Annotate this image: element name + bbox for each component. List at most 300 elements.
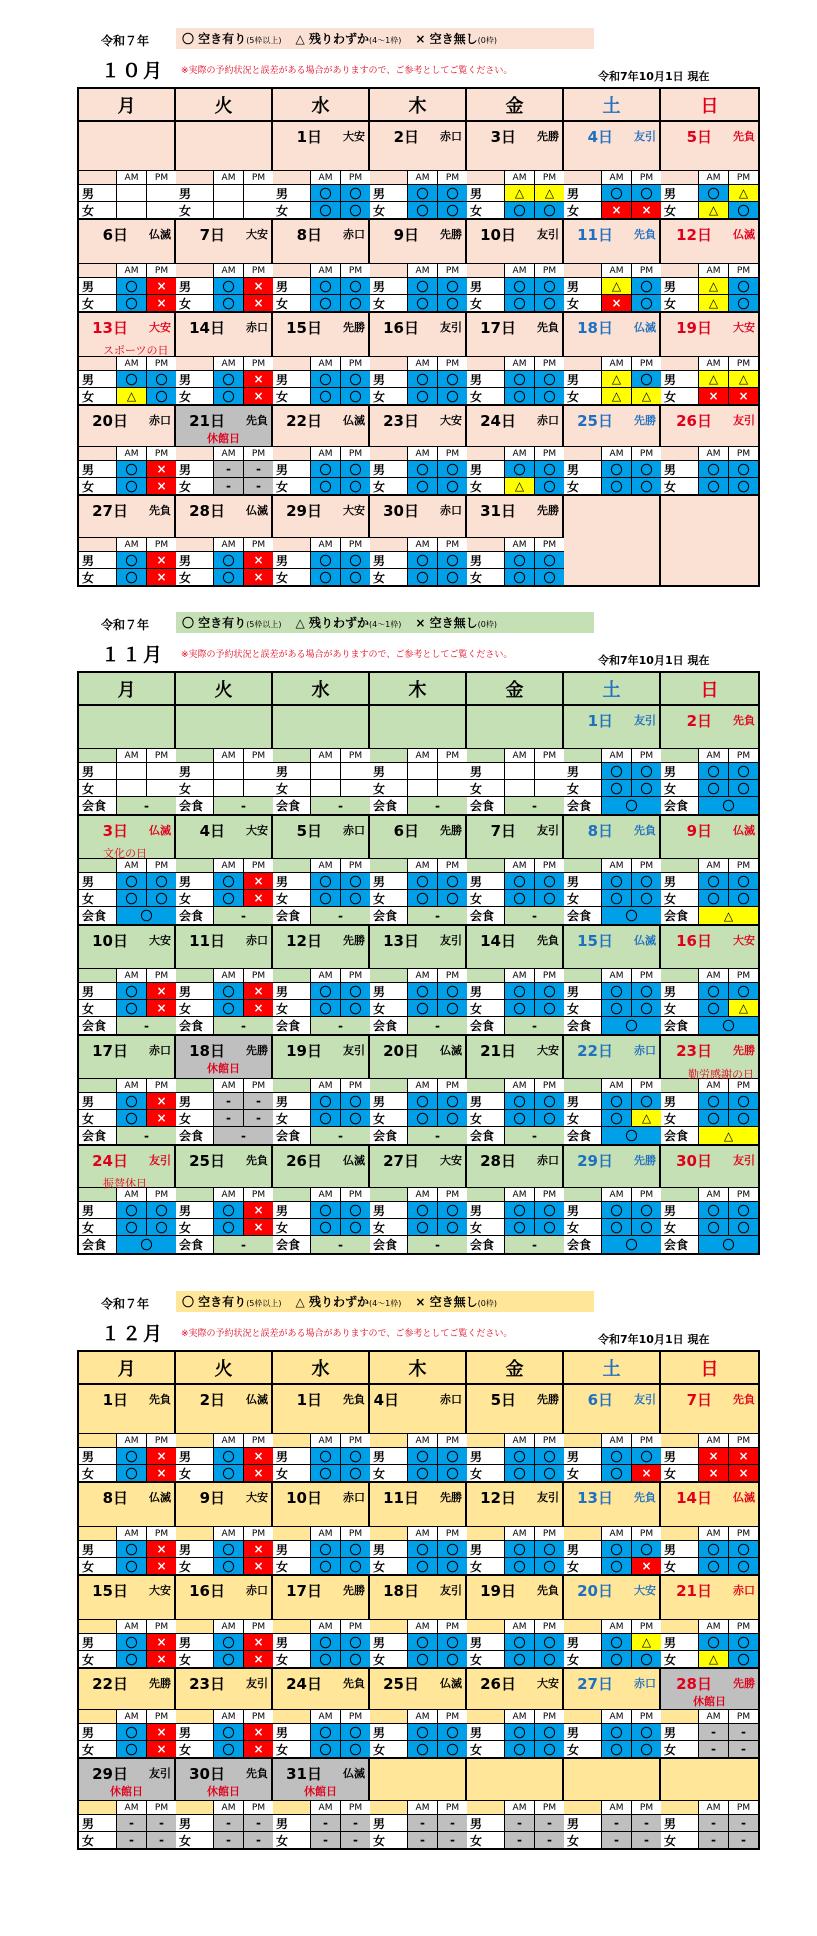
male-pm-slot[interactable]: 〇: [438, 1723, 467, 1740]
male-pm-slot[interactable]: ×: [244, 551, 273, 568]
day-cell[interactable]: [564, 220, 661, 313]
female-am-slot[interactable]: 〇: [214, 387, 244, 404]
female-am-slot[interactable]: 〇: [408, 1557, 438, 1574]
day-cell[interactable]: [661, 220, 758, 313]
female-am-slot[interactable]: 〇: [505, 1740, 535, 1757]
female-pm-slot[interactable]: 〇: [438, 294, 467, 311]
day-cell[interactable]: [176, 926, 273, 1036]
male-am-slot[interactable]: 〇: [408, 872, 438, 889]
female-pm-slot[interactable]: ×: [147, 568, 176, 585]
female-am-slot[interactable]: 〇: [408, 1109, 438, 1126]
male-pm-slot[interactable]: ×: [147, 1447, 176, 1464]
female-am-slot[interactable]: 〇: [505, 999, 535, 1016]
day-cell[interactable]: [370, 313, 467, 406]
day-cell[interactable]: [370, 1576, 467, 1669]
male-pm-slot[interactable]: 〇: [438, 1447, 467, 1464]
female-pm-slot[interactable]: 〇: [729, 779, 758, 796]
female-pm-slot[interactable]: 〇: [438, 477, 467, 494]
male-pm-slot[interactable]: 〇: [632, 762, 661, 779]
male-pm-slot[interactable]: 〇: [632, 872, 661, 889]
female-pm-slot[interactable]: 〇: [341, 477, 370, 494]
day-cell[interactable]: [273, 122, 370, 220]
female-pm-slot[interactable]: 〇: [341, 1557, 370, 1574]
male-am-slot[interactable]: 〇: [505, 1540, 535, 1557]
day-cell[interactable]: [370, 816, 467, 926]
day-cell[interactable]: [564, 816, 661, 926]
day-cell[interactable]: [564, 1669, 661, 1759]
male-am-slot[interactable]: 〇: [699, 982, 729, 999]
female-am-slot[interactable]: 〇: [602, 889, 632, 906]
male-pm-slot[interactable]: 〇: [341, 370, 370, 387]
day-cell[interactable]: [661, 926, 758, 1036]
male-pm-slot[interactable]: 〇: [341, 1447, 370, 1464]
female-am-slot[interactable]: 〇: [408, 1650, 438, 1667]
male-pm-slot[interactable]: 〇: [535, 1633, 564, 1650]
day-cell[interactable]: [661, 1576, 758, 1669]
male-am-slot[interactable]: 〇: [602, 872, 632, 889]
day-cell[interactable]: [273, 816, 370, 926]
male-am-slot[interactable]: 〇: [699, 460, 729, 477]
male-am-slot[interactable]: 〇: [214, 370, 244, 387]
male-pm-slot[interactable]: ×: [244, 370, 273, 387]
male-am-slot[interactable]: 〇: [505, 370, 535, 387]
male-pm-slot[interactable]: 〇: [535, 1723, 564, 1740]
male-pm-slot[interactable]: 〇: [438, 1540, 467, 1557]
male-pm-slot[interactable]: 〇: [438, 1092, 467, 1109]
male-pm-slot[interactable]: 〇: [147, 872, 176, 889]
meal-slot[interactable]: 〇: [699, 797, 758, 814]
day-cell[interactable]: [661, 1146, 758, 1253]
female-am-slot[interactable]: 〇: [699, 1557, 729, 1574]
male-pm-slot[interactable]: 〇: [632, 1540, 661, 1557]
day-cell[interactable]: [564, 122, 661, 220]
male-pm-slot[interactable]: 〇: [535, 982, 564, 999]
female-pm-slot[interactable]: 〇: [535, 889, 564, 906]
female-am-slot[interactable]: 〇: [408, 1218, 438, 1235]
female-pm-slot[interactable]: 〇: [632, 1740, 661, 1757]
female-pm-slot[interactable]: ×: [632, 1557, 661, 1574]
male-pm-slot[interactable]: ×: [244, 872, 273, 889]
male-am-slot[interactable]: 〇: [505, 1723, 535, 1740]
female-pm-slot[interactable]: 〇: [632, 1218, 661, 1235]
day-cell[interactable]: [79, 1385, 176, 1483]
female-pm-slot[interactable]: 〇: [341, 1650, 370, 1667]
day-cell[interactable]: [176, 313, 273, 406]
male-pm-slot[interactable]: 〇: [632, 460, 661, 477]
day-cell[interactable]: [176, 496, 273, 585]
male-pm-slot[interactable]: ×: [147, 1540, 176, 1557]
female-am-slot[interactable]: ×: [602, 294, 632, 311]
female-pm-slot[interactable]: 〇: [341, 999, 370, 1016]
day-cell[interactable]: [467, 1036, 564, 1146]
male-pm-slot[interactable]: 〇: [632, 982, 661, 999]
female-pm-slot[interactable]: 〇: [729, 294, 758, 311]
day-cell[interactable]: [661, 313, 758, 406]
female-pm-slot[interactable]: ×: [244, 889, 273, 906]
male-am-slot[interactable]: 〇: [505, 277, 535, 294]
female-am-slot[interactable]: 〇: [117, 294, 147, 311]
day-cell[interactable]: [176, 1759, 273, 1848]
day-cell[interactable]: [176, 1669, 273, 1759]
day-cell[interactable]: [564, 1036, 661, 1146]
meal-slot[interactable]: 〇: [602, 907, 661, 924]
male-am-slot[interactable]: 〇: [311, 460, 341, 477]
male-pm-slot[interactable]: 〇: [341, 1633, 370, 1650]
female-am-slot[interactable]: 〇: [699, 999, 729, 1016]
male-pm-slot[interactable]: △: [729, 184, 758, 201]
day-cell[interactable]: [79, 406, 176, 496]
male-am-slot[interactable]: △: [602, 370, 632, 387]
female-am-slot[interactable]: 〇: [214, 889, 244, 906]
meal-slot[interactable]: 〇: [602, 1127, 661, 1144]
day-cell[interactable]: [79, 1036, 176, 1146]
male-am-slot[interactable]: 〇: [117, 277, 147, 294]
female-am-slot[interactable]: 〇: [602, 1218, 632, 1235]
male-pm-slot[interactable]: 〇: [438, 551, 467, 568]
day-cell[interactable]: [370, 220, 467, 313]
male-am-slot[interactable]: ×: [699, 1447, 729, 1464]
male-am-slot[interactable]: 〇: [311, 1201, 341, 1218]
male-pm-slot[interactable]: 〇: [438, 460, 467, 477]
male-am-slot[interactable]: 〇: [311, 551, 341, 568]
male-am-slot[interactable]: 〇: [311, 1723, 341, 1740]
female-pm-slot[interactable]: 〇: [147, 1218, 176, 1235]
female-pm-slot[interactable]: ×: [147, 1464, 176, 1481]
male-am-slot[interactable]: 〇: [408, 1201, 438, 1218]
day-cell[interactable]: [467, 926, 564, 1036]
female-am-slot[interactable]: 〇: [505, 1650, 535, 1667]
male-am-slot[interactable]: 〇: [699, 1092, 729, 1109]
meal-slot[interactable]: 〇: [117, 1236, 176, 1253]
female-pm-slot[interactable]: 〇: [535, 1109, 564, 1126]
day-cell[interactable]: [273, 926, 370, 1036]
male-pm-slot[interactable]: 〇: [535, 370, 564, 387]
female-am-slot[interactable]: 〇: [117, 889, 147, 906]
female-pm-slot[interactable]: ×: [244, 387, 273, 404]
female-pm-slot[interactable]: ×: [147, 1740, 176, 1757]
female-pm-slot[interactable]: 〇: [438, 1740, 467, 1757]
female-pm-slot[interactable]: ×: [244, 1650, 273, 1667]
male-am-slot[interactable]: 〇: [699, 762, 729, 779]
male-am-slot[interactable]: 〇: [505, 1633, 535, 1650]
female-pm-slot[interactable]: 〇: [341, 387, 370, 404]
male-am-slot[interactable]: △: [602, 277, 632, 294]
female-am-slot[interactable]: 〇: [214, 1650, 244, 1667]
female-am-slot[interactable]: 〇: [117, 1109, 147, 1126]
female-pm-slot[interactable]: 〇: [438, 1464, 467, 1481]
day-cell[interactable]: [370, 1036, 467, 1146]
female-am-slot[interactable]: 〇: [408, 1464, 438, 1481]
male-pm-slot[interactable]: 〇: [341, 1092, 370, 1109]
male-am-slot[interactable]: 〇: [214, 277, 244, 294]
female-pm-slot[interactable]: 〇: [632, 1650, 661, 1667]
female-am-slot[interactable]: ×: [699, 387, 729, 404]
male-pm-slot[interactable]: 〇: [535, 460, 564, 477]
male-pm-slot[interactable]: 〇: [341, 1540, 370, 1557]
female-pm-slot[interactable]: 〇: [535, 201, 564, 218]
female-am-slot[interactable]: 〇: [408, 568, 438, 585]
male-pm-slot[interactable]: 〇: [341, 982, 370, 999]
male-am-slot[interactable]: 〇: [311, 1092, 341, 1109]
male-am-slot[interactable]: 〇: [602, 1201, 632, 1218]
male-am-slot[interactable]: 〇: [117, 1447, 147, 1464]
meal-slot[interactable]: 〇: [602, 1017, 661, 1034]
female-am-slot[interactable]: 〇: [602, 477, 632, 494]
male-pm-slot[interactable]: ×: [244, 1201, 273, 1218]
male-am-slot[interactable]: 〇: [117, 460, 147, 477]
female-am-slot[interactable]: 〇: [699, 1109, 729, 1126]
day-cell[interactable]: [273, 313, 370, 406]
male-am-slot[interactable]: 〇: [408, 982, 438, 999]
female-am-slot[interactable]: 〇: [602, 1464, 632, 1481]
day-cell[interactable]: [176, 816, 273, 926]
female-am-slot[interactable]: 〇: [117, 1218, 147, 1235]
female-am-slot[interactable]: 〇: [699, 889, 729, 906]
male-pm-slot[interactable]: 〇: [729, 872, 758, 889]
day-cell[interactable]: [176, 220, 273, 313]
day-cell[interactable]: [564, 926, 661, 1036]
male-am-slot[interactable]: 〇: [699, 1633, 729, 1650]
female-pm-slot[interactable]: 〇: [341, 201, 370, 218]
male-pm-slot[interactable]: 〇: [438, 982, 467, 999]
male-am-slot[interactable]: 〇: [214, 1201, 244, 1218]
female-pm-slot[interactable]: 〇: [341, 1740, 370, 1757]
female-am-slot[interactable]: 〇: [214, 568, 244, 585]
male-am-slot[interactable]: 〇: [117, 1540, 147, 1557]
female-am-slot[interactable]: 〇: [311, 1557, 341, 1574]
male-am-slot[interactable]: 〇: [311, 872, 341, 889]
male-pm-slot[interactable]: 〇: [535, 277, 564, 294]
female-pm-slot[interactable]: 〇: [535, 1740, 564, 1757]
female-am-slot[interactable]: 〇: [408, 387, 438, 404]
meal-slot[interactable]: 〇: [699, 1017, 758, 1034]
female-am-slot[interactable]: 〇: [117, 1464, 147, 1481]
male-pm-slot[interactable]: △: [632, 1633, 661, 1650]
male-am-slot[interactable]: 〇: [214, 1723, 244, 1740]
male-am-slot[interactable]: 〇: [117, 1201, 147, 1218]
male-am-slot[interactable]: 〇: [408, 551, 438, 568]
day-cell[interactable]: [661, 1385, 758, 1483]
female-am-slot[interactable]: 〇: [311, 1650, 341, 1667]
female-am-slot[interactable]: △: [699, 201, 729, 218]
female-pm-slot[interactable]: 〇: [438, 889, 467, 906]
male-am-slot[interactable]: 〇: [117, 982, 147, 999]
day-cell[interactable]: [564, 1483, 661, 1576]
male-pm-slot[interactable]: △: [729, 370, 758, 387]
day-cell[interactable]: [79, 816, 176, 926]
male-pm-slot[interactable]: ×: [147, 1633, 176, 1650]
male-am-slot[interactable]: 〇: [311, 277, 341, 294]
male-am-slot[interactable]: 〇: [117, 1092, 147, 1109]
day-cell[interactable]: [564, 1385, 661, 1483]
female-am-slot[interactable]: △: [699, 1650, 729, 1667]
female-am-slot[interactable]: 〇: [408, 999, 438, 1016]
female-am-slot[interactable]: 〇: [311, 294, 341, 311]
male-pm-slot[interactable]: 〇: [147, 1201, 176, 1218]
female-am-slot[interactable]: △: [117, 387, 147, 404]
meal-slot[interactable]: 〇: [699, 1236, 758, 1253]
day-cell[interactable]: [467, 1146, 564, 1253]
male-pm-slot[interactable]: 〇: [438, 370, 467, 387]
male-pm-slot[interactable]: 〇: [438, 1633, 467, 1650]
female-am-slot[interactable]: 〇: [699, 477, 729, 494]
female-pm-slot[interactable]: △: [632, 387, 661, 404]
female-pm-slot[interactable]: 〇: [535, 294, 564, 311]
female-pm-slot[interactable]: 〇: [341, 1218, 370, 1235]
female-am-slot[interactable]: 〇: [505, 889, 535, 906]
male-am-slot[interactable]: 〇: [408, 1092, 438, 1109]
day-cell[interactable]: [370, 926, 467, 1036]
female-am-slot[interactable]: 〇: [602, 1650, 632, 1667]
female-pm-slot[interactable]: 〇: [341, 1464, 370, 1481]
male-pm-slot[interactable]: ×: [147, 982, 176, 999]
day-cell[interactable]: [661, 1483, 758, 1576]
male-pm-slot[interactable]: 〇: [341, 1723, 370, 1740]
day-cell[interactable]: [370, 122, 467, 220]
day-cell[interactable]: [661, 406, 758, 496]
male-pm-slot[interactable]: 〇: [341, 551, 370, 568]
female-am-slot[interactable]: 〇: [214, 1557, 244, 1574]
female-am-slot[interactable]: 〇: [311, 568, 341, 585]
female-pm-slot[interactable]: 〇: [535, 999, 564, 1016]
day-cell[interactable]: [661, 1669, 758, 1759]
female-pm-slot[interactable]: ×: [147, 1557, 176, 1574]
female-pm-slot[interactable]: 〇: [341, 294, 370, 311]
female-pm-slot[interactable]: 〇: [729, 1557, 758, 1574]
female-am-slot[interactable]: 〇: [117, 1650, 147, 1667]
female-pm-slot[interactable]: 〇: [729, 201, 758, 218]
male-am-slot[interactable]: 〇: [117, 370, 147, 387]
female-pm-slot[interactable]: 〇: [729, 1109, 758, 1126]
male-pm-slot[interactable]: 〇: [147, 370, 176, 387]
day-cell[interactable]: [273, 220, 370, 313]
meal-slot[interactable]: △: [699, 1127, 758, 1144]
male-am-slot[interactable]: 〇: [408, 277, 438, 294]
female-pm-slot[interactable]: ×: [147, 1650, 176, 1667]
meal-slot[interactable]: 〇: [602, 797, 661, 814]
male-am-slot[interactable]: 〇: [408, 460, 438, 477]
female-am-slot[interactable]: 〇: [505, 294, 535, 311]
male-am-slot[interactable]: 〇: [699, 1540, 729, 1557]
male-am-slot[interactable]: 〇: [505, 1201, 535, 1218]
female-pm-slot[interactable]: 〇: [729, 1650, 758, 1667]
day-cell[interactable]: [79, 1669, 176, 1759]
day-cell[interactable]: [467, 1483, 564, 1576]
male-am-slot[interactable]: 〇: [699, 872, 729, 889]
female-am-slot[interactable]: 〇: [311, 387, 341, 404]
female-am-slot[interactable]: 〇: [408, 477, 438, 494]
male-am-slot[interactable]: 〇: [214, 1447, 244, 1464]
male-pm-slot[interactable]: ×: [244, 982, 273, 999]
female-pm-slot[interactable]: 〇: [632, 294, 661, 311]
day-cell[interactable]: [467, 816, 564, 926]
male-pm-slot[interactable]: 〇: [535, 872, 564, 889]
male-am-slot[interactable]: 〇: [311, 370, 341, 387]
female-pm-slot[interactable]: ×: [244, 568, 273, 585]
day-cell[interactable]: [564, 1146, 661, 1253]
male-pm-slot[interactable]: 〇: [632, 277, 661, 294]
male-pm-slot[interactable]: ×: [147, 1092, 176, 1109]
day-cell[interactable]: [176, 406, 273, 496]
male-am-slot[interactable]: 〇: [408, 184, 438, 201]
female-pm-slot[interactable]: ×: [244, 1464, 273, 1481]
day-cell[interactable]: [370, 496, 467, 585]
female-pm-slot[interactable]: ×: [147, 477, 176, 494]
male-pm-slot[interactable]: 〇: [341, 460, 370, 477]
male-pm-slot[interactable]: 〇: [438, 277, 467, 294]
male-pm-slot[interactable]: 〇: [341, 1201, 370, 1218]
female-am-slot[interactable]: 〇: [311, 999, 341, 1016]
female-am-slot[interactable]: 〇: [117, 1557, 147, 1574]
day-cell[interactable]: [467, 406, 564, 496]
female-pm-slot[interactable]: 〇: [147, 889, 176, 906]
male-am-slot[interactable]: 〇: [602, 1540, 632, 1557]
male-am-slot[interactable]: 〇: [117, 1723, 147, 1740]
male-pm-slot[interactable]: 〇: [632, 1447, 661, 1464]
male-pm-slot[interactable]: 〇: [729, 1633, 758, 1650]
female-pm-slot[interactable]: 〇: [632, 477, 661, 494]
male-pm-slot[interactable]: ×: [244, 1540, 273, 1557]
female-am-slot[interactable]: ×: [602, 201, 632, 218]
male-am-slot[interactable]: 〇: [214, 982, 244, 999]
female-am-slot[interactable]: 〇: [699, 1218, 729, 1235]
male-am-slot[interactable]: 〇: [602, 982, 632, 999]
day-cell[interactable]: [273, 1146, 370, 1253]
female-am-slot[interactable]: 〇: [408, 294, 438, 311]
male-am-slot[interactable]: 〇: [408, 1540, 438, 1557]
male-am-slot[interactable]: 〇: [408, 1447, 438, 1464]
male-pm-slot[interactable]: 〇: [341, 277, 370, 294]
female-am-slot[interactable]: 〇: [311, 1218, 341, 1235]
female-pm-slot[interactable]: ×: [244, 294, 273, 311]
male-pm-slot[interactable]: 〇: [632, 370, 661, 387]
female-pm-slot[interactable]: 〇: [438, 201, 467, 218]
female-am-slot[interactable]: △: [505, 477, 535, 494]
female-am-slot[interactable]: △: [699, 294, 729, 311]
male-am-slot[interactable]: 〇: [602, 184, 632, 201]
day-cell[interactable]: [176, 1576, 273, 1669]
male-pm-slot[interactable]: 〇: [535, 551, 564, 568]
male-pm-slot[interactable]: 〇: [632, 1092, 661, 1109]
female-pm-slot[interactable]: 〇: [535, 568, 564, 585]
male-am-slot[interactable]: △: [699, 370, 729, 387]
female-am-slot[interactable]: 〇: [311, 1464, 341, 1481]
female-am-slot[interactable]: 〇: [408, 1740, 438, 1757]
female-pm-slot[interactable]: ×: [729, 387, 758, 404]
male-am-slot[interactable]: 〇: [311, 1633, 341, 1650]
male-pm-slot[interactable]: 〇: [729, 762, 758, 779]
male-am-slot[interactable]: 〇: [311, 982, 341, 999]
day-cell[interactable]: [467, 1576, 564, 1669]
male-am-slot[interactable]: 〇: [602, 1447, 632, 1464]
female-am-slot[interactable]: 〇: [117, 999, 147, 1016]
male-am-slot[interactable]: △: [505, 184, 535, 201]
day-cell[interactable]: [273, 1385, 370, 1483]
day-cell[interactable]: [273, 496, 370, 585]
male-pm-slot[interactable]: ×: [147, 460, 176, 477]
male-am-slot[interactable]: 〇: [699, 1201, 729, 1218]
female-pm-slot[interactable]: ×: [147, 294, 176, 311]
day-cell[interactable]: [273, 1759, 370, 1848]
day-cell[interactable]: [79, 220, 176, 313]
male-am-slot[interactable]: 〇: [602, 460, 632, 477]
female-pm-slot[interactable]: 〇: [438, 1557, 467, 1574]
day-cell[interactable]: [176, 1385, 273, 1483]
female-pm-slot[interactable]: ×: [729, 1464, 758, 1481]
male-pm-slot[interactable]: 〇: [341, 184, 370, 201]
female-pm-slot[interactable]: ×: [244, 999, 273, 1016]
female-pm-slot[interactable]: △: [729, 999, 758, 1016]
